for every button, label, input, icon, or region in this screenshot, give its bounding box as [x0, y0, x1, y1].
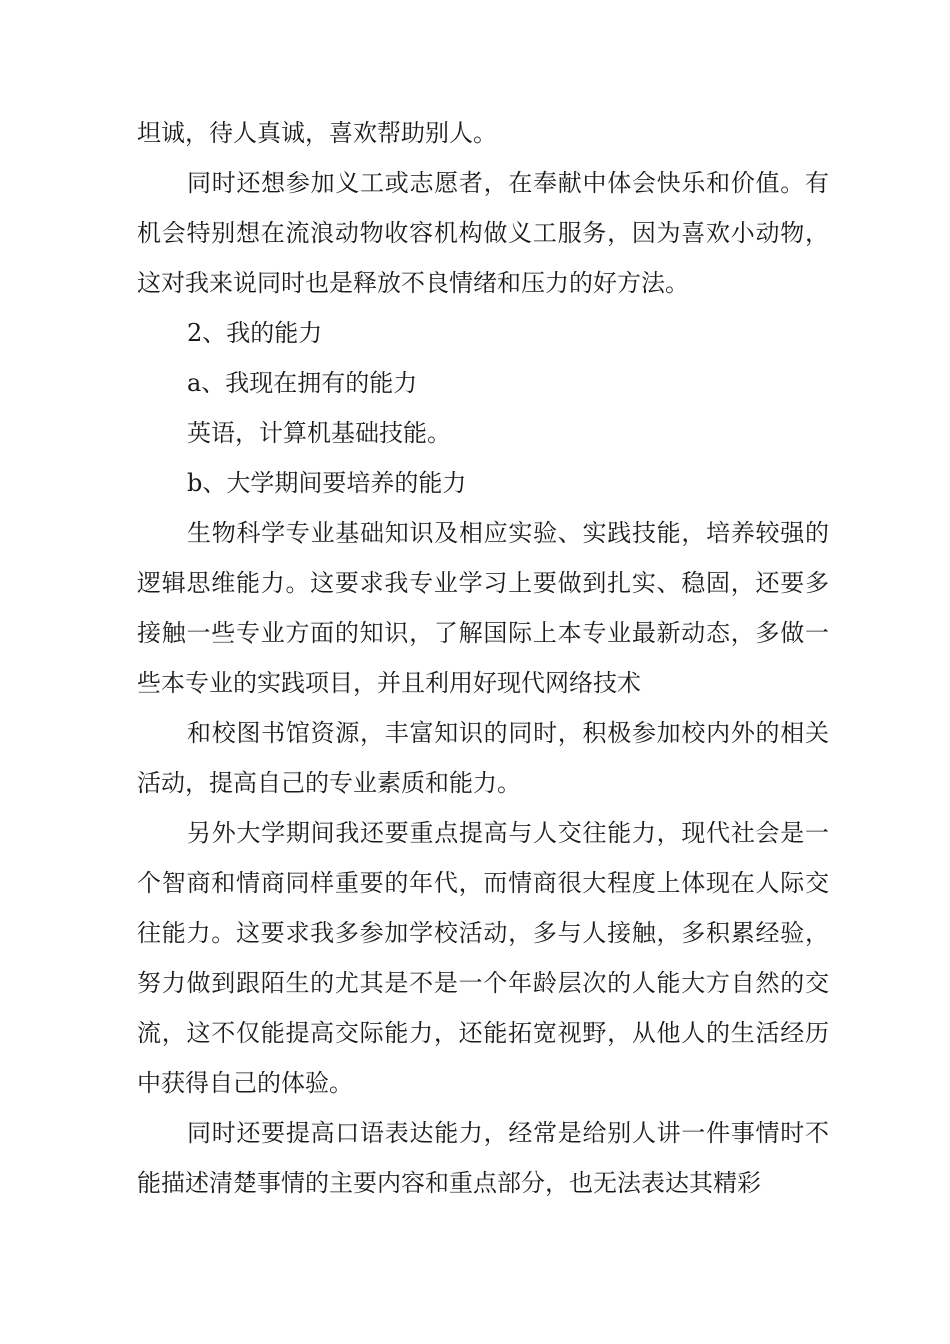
paragraph-professional-skills: 生物科学专业基础知识及相应实验、实践技能，培养较强的逻辑思维能力。这要求我专业学习上要做到扎实、稳固，还要多接触一些专业方面的知识，了解国际上本专业最新动态，多做一些本专业的实践项目，并且利用好现代网络技术 — [137, 519, 829, 697]
paragraph-social-skills: 另外大学期间我还要重点提高与人交往能力，现代社会是一个智商和情商同样重要的年代，而情商很大程度上体现在人际交往能力。这要求我多参加学校活动，多与人接触，多积累经验，努力做到跟陌生的尤其是不是一个年龄层次的人能大方自然的交流，这不仅能提高交际能力，还能拓宽视野，从他人的生活经历中获得自己的体验。 — [137, 819, 829, 1097]
paragraph-library-resources: 和校图书馆资源，丰富知识的同时，积极参加校内外的相关活动，提高自己的专业素质和能力。 — [137, 719, 829, 797]
paragraph-oral-expression: 同时还要提高口语表达能力，经常是给别人讲一件事情时不能描述清楚事情的主要内容和重点部分，也无法表达其精彩 — [137, 1119, 829, 1197]
paragraph-1: 坦诚，待人真诚，喜欢帮助别人。 — [137, 119, 497, 147]
paragraph-2: 同时还想参加义工或志愿者，在奉献中体会快乐和价值。有机会特别想在流浪动物收容机构做义工服务，因为喜欢小动物，这对我来说同时也是释放不良情绪和压力的好方法。 — [137, 169, 829, 297]
section-heading-ability: 2、我的能力 — [187, 319, 323, 347]
subheading-ability-to-develop: b、大学期间要培养的能力 — [187, 469, 467, 497]
paragraph-current-ability: 英语，计算机基础技能。 — [187, 419, 451, 447]
subheading-current-ability: a、我现在拥有的能力 — [187, 369, 418, 397]
document-body — [137, 108, 829, 1208]
